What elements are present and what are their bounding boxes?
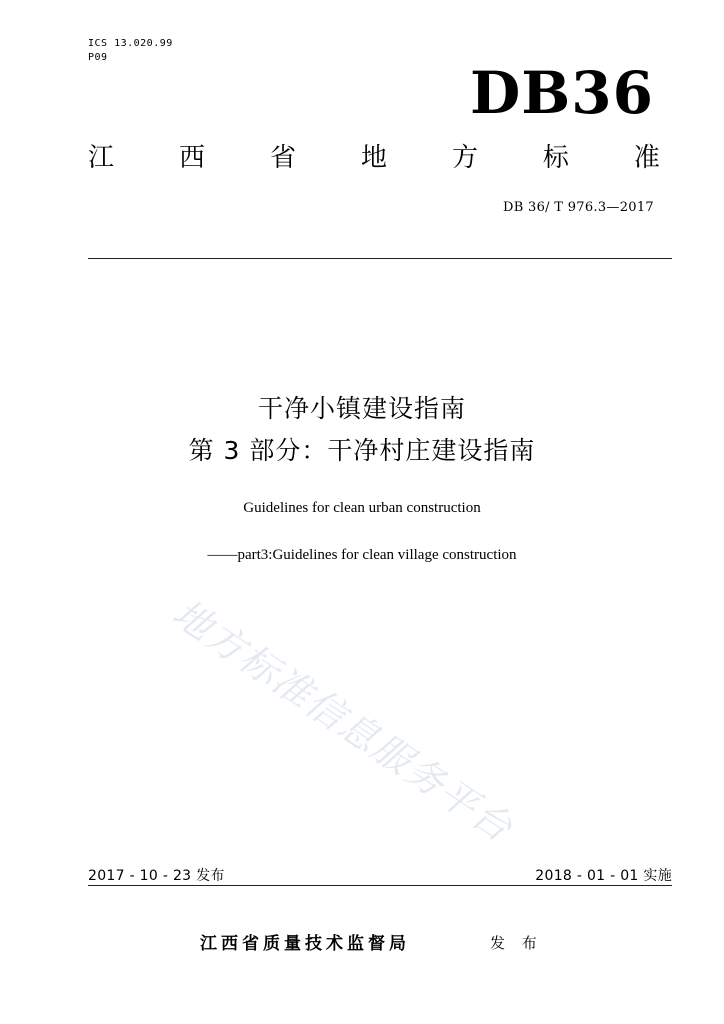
issuing-authority: 江西省质量技术监督局: [200, 934, 410, 954]
title-line-2: 第 3 部分：干净村庄建设指南: [188, 436, 536, 465]
english-title-line-1: Guidelines for clean urban construction: [243, 500, 481, 516]
category-code: P09: [88, 52, 108, 63]
implementation-date: 2018 - 01 - 01 实施: [535, 868, 672, 884]
heading-char: 方: [451, 143, 478, 173]
classification-block: [88, 37, 173, 65]
top-divider: [88, 258, 672, 259]
english-title-line-2: ——part3:Guidelines for clean village construction: [207, 547, 517, 563]
heading-char: 省: [269, 143, 296, 173]
heading-char: 江: [88, 143, 115, 173]
document-title: [0, 392, 724, 468]
title-line-1: 干净小镇建设指南: [257, 394, 466, 423]
heading-char: 西: [178, 143, 205, 173]
ics-code: ICS 13.020.99: [88, 38, 173, 49]
watermark: 地方标准信息服务平台: [164, 590, 522, 851]
standard-number: DB 36/ T 976.3—2017: [503, 200, 654, 215]
standard-logo: DB36: [469, 59, 654, 127]
heading-char: 标: [542, 143, 569, 173]
publish-label: 发 布: [490, 934, 543, 952]
heading-char: 地: [360, 143, 387, 173]
issue-date: 2017 - 10 - 23 发布: [88, 868, 225, 884]
province-standard-heading: [88, 140, 660, 176]
heading-char: 准: [633, 143, 660, 173]
bottom-divider: [88, 885, 672, 886]
